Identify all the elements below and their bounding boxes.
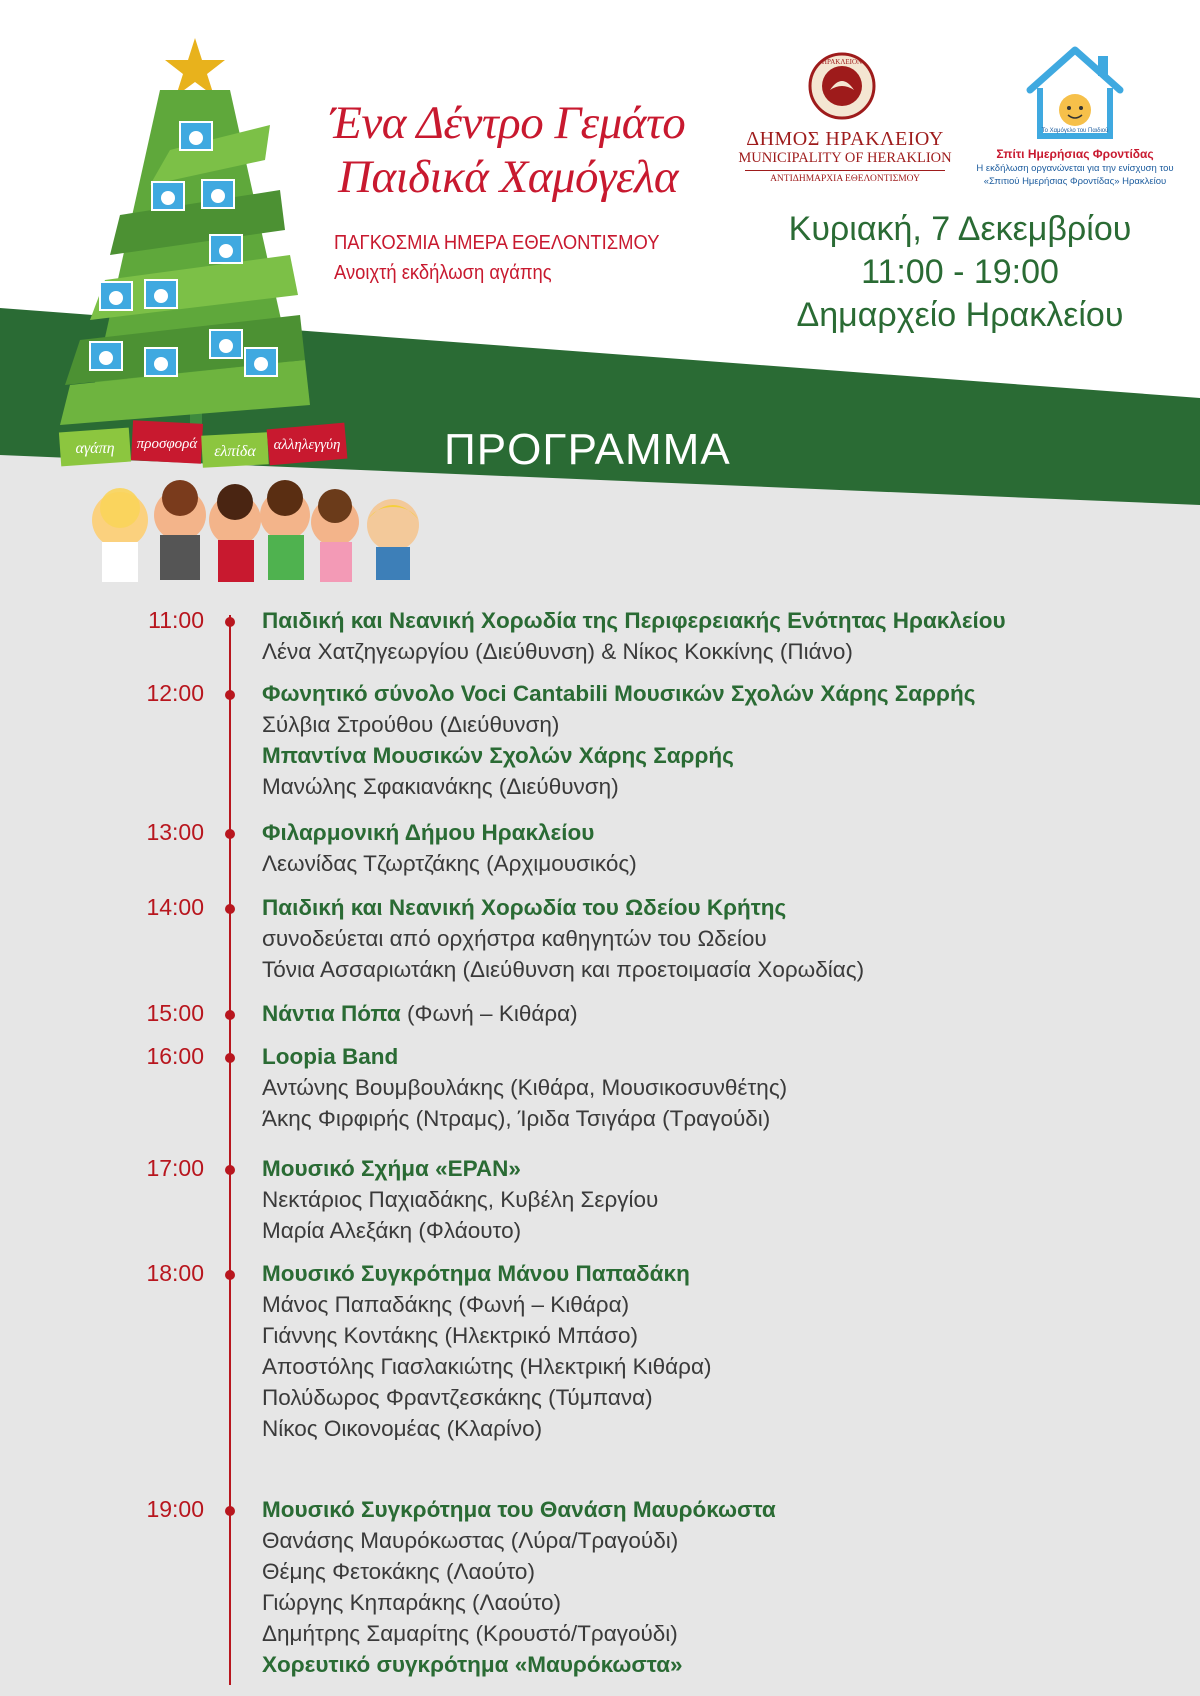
performer-detail [262, 1103, 787, 1134]
line-text: Λεωνίδας Τζωρτζάκης (Αρχιμουσικός) [262, 851, 637, 876]
timeline-dot [225, 690, 235, 700]
slot-time: 18:00 [146, 1260, 204, 1286]
event-subtitle: ΠΑΓΚΟΣΜΙΑ ΗΜΕΡΑ ΕΘΕΛΟΝΤΙΣΜΟΥ [334, 232, 660, 254]
line-text: Αντώνης Βουμβουλάκης (Κιθάρα, Μουσικοσυνθέτης) [262, 1075, 788, 1100]
performer-detail [262, 1072, 787, 1103]
timeline-dot [225, 1010, 235, 1020]
house-logo-icon [1020, 44, 1130, 142]
line-text: Αποστόλης Γιασλακιώτης (Ηλεκτρική Κιθάρα) [262, 1354, 712, 1379]
line-text: Μουσικό Συγκρότημα Μάνου Παπαδάκη [262, 1261, 690, 1286]
line-text: Μουσικό Σχήμα «ΕΡΑΝ» [262, 1156, 521, 1181]
performer-name [262, 1649, 776, 1680]
signs-group [59, 420, 348, 468]
slot-time: 16:00 [146, 1043, 204, 1069]
line-text: Φωνητικό σύνολο Voci Cantabili Μουσικών Σχολών Χάρης Σαρρής [262, 681, 976, 706]
line-text: Λένα Χατζηγεωργίου (Διεύθυνση) & Νίκος Κοκκίνης (Πιάνο) [262, 639, 853, 664]
line-text: Πολύδωρος Φραντζεσκάκης (Τύμπανα) [262, 1385, 653, 1410]
municipality-name-gr: ΔΗΜΟΣ ΗΡΑΚΛΕΙΟΥ [746, 128, 944, 150]
performer-detail [262, 1320, 711, 1351]
divider [745, 170, 945, 171]
performer-detail [262, 1618, 776, 1649]
line-suffix: (Φωνή – Κιθάρα) [400, 1001, 578, 1026]
performer-detail [262, 1556, 776, 1587]
house-note-line2: «Σπιτιού Ημερήσιας Φροντίδας» Ηρακλείου [983, 176, 1167, 187]
performer-detail [262, 1215, 658, 1246]
line-text: Μπαντίνα Μουσικών Σχολών Χάρης Σαρρής [262, 743, 734, 768]
slot-time: 15:00 [146, 1000, 204, 1026]
performer-detail [262, 848, 637, 879]
line-text: Loopia Band [262, 1044, 399, 1069]
timeline-line [229, 615, 231, 1685]
timeline-dot [225, 1506, 235, 1516]
line-text: Χορευτικό συγκρότημα «Μαυρόκωστα» [262, 1652, 683, 1677]
line-text: Νεκτάριος Παχιαδάκης, Κυβέλη Σεργίου [262, 1187, 659, 1212]
performer-detail [262, 636, 1006, 667]
svg-text:ΗΡΑΚΛΕΙΟΝ: ΗΡΑΚΛΕΙΟΝ [821, 58, 863, 66]
event-date: Κυριακή, 7 Δεκεμβρίου [788, 210, 1132, 248]
svg-text:αγάπη: αγάπη [75, 440, 115, 457]
slot-lines [262, 1041, 787, 1134]
performer-detail [262, 1382, 711, 1413]
house-note-line1: Η εκδήλωση οργανώνεται για την ενίσχυση του [976, 163, 1174, 174]
line-text: Γιώργης Κηπαράκης (Λαούτο) [262, 1590, 561, 1615]
line-text: Μανώλης Σφακιανάκης (Διεύθυνση) [262, 774, 619, 799]
performer-name [262, 817, 637, 848]
performer-detail [262, 1413, 711, 1444]
performer-name [262, 1258, 711, 1289]
performer-detail [262, 1184, 658, 1215]
performer-detail [262, 709, 975, 740]
performer-name [262, 740, 975, 771]
line-text: Τόνια Ασσαριωτάκη (Διεύθυνση και προετοιμασία Χορωδίας) [262, 957, 865, 982]
performer-name [262, 1494, 776, 1525]
slot-lines [262, 1153, 658, 1246]
line-text: Άκης Φιρφιρής (Ντραμς), Ίριδα Τσιγάρα (Τραγούδι) [262, 1106, 771, 1131]
house-name: Σπίτι Ημερήσιας Φροντίδας [996, 147, 1154, 161]
municipality-name-en: MUNICIPALITY OF HERAKLION [738, 150, 952, 166]
slot-lines [262, 1494, 776, 1680]
slot-time: 11:00 [148, 607, 204, 633]
event-tagline: Ανοιχτή εκδήλωση αγάπης [334, 262, 552, 284]
timeline-dot [225, 829, 235, 839]
children-illustration [92, 480, 359, 582]
timeline-dot [225, 1165, 235, 1175]
line-text: συνοδεύεται από ορχήστρα καθηγητών του Ωδείου [262, 926, 767, 951]
performer-name [262, 892, 864, 923]
event-info [745, 208, 1175, 337]
slot-lines [262, 678, 975, 802]
performer-detail [262, 1289, 711, 1320]
svg-text:αλληλεγγύη: αλληλεγγύη [273, 437, 341, 453]
municipality-department: ΑΝΤΙΔΗΜΑΡΧΙΑ ΕΘΕΛΟΝΤΙΣΜΟΥ [770, 174, 920, 184]
star-icon [165, 38, 225, 96]
event-venue: Δημαρχείο Ηρακλείου [796, 296, 1124, 334]
municipality-seal-icon [808, 52, 876, 120]
event-hours: 11:00 - 19:00 [861, 253, 1059, 291]
performer-name [262, 1041, 787, 1072]
svg-text:προσφορά: προσφορά [136, 436, 198, 452]
line-text: Παιδική και Νεανική Χορωδία της Περιφερειακής Ενότητας Ηρακλείου [262, 608, 1006, 633]
line-text: Μουσικό Συγκρότημα του Θανάση Μαυρόκωστα [262, 1497, 776, 1522]
event-title-line2: Παιδικά Χαμόγελα [338, 151, 679, 203]
timeline-dot [225, 1270, 235, 1280]
slot-time: 19:00 [146, 1496, 204, 1522]
timeline-dot [225, 1053, 235, 1063]
slot-lines [262, 1258, 711, 1444]
performer-detail [262, 954, 864, 985]
child-illustration [360, 495, 430, 580]
slot-lines [262, 892, 864, 985]
slot-time: 17:00 [146, 1155, 204, 1181]
line-text: Παιδική και Νεανική Χορωδία του Ωδείου Κρήτης [262, 895, 787, 920]
performer-name [262, 605, 1006, 636]
line-text: Σύλβια Στρούθου (Διεύθυνση) [262, 712, 560, 737]
performer-detail [262, 923, 864, 954]
slot-lines [262, 605, 1006, 667]
timeline-dot [225, 617, 235, 627]
performer-name [262, 998, 578, 1029]
performer-detail [262, 1525, 776, 1556]
line-text: Δημήτρης Σαμαρίτης (Κρουστό/Τραγούδι) [262, 1621, 678, 1646]
line-text: Θέμης Φετοκάκης (Λαούτο) [262, 1559, 535, 1584]
slot-lines [262, 998, 578, 1029]
slot-time: 14:00 [146, 894, 204, 920]
performer-name [262, 678, 975, 709]
performer-detail [262, 1587, 776, 1618]
performer-detail [262, 1351, 711, 1382]
line-text: Γιάννης Κοντάκης (Ηλεκτρικό Μπάσο) [262, 1323, 639, 1348]
timeline-dot [225, 904, 235, 914]
line-text: Νάντια Πόπα [262, 1001, 401, 1026]
slot-lines [262, 817, 637, 879]
slot-time: 12:00 [146, 680, 204, 706]
svg-text:ελπίδα: ελπίδα [214, 443, 256, 460]
line-text: Θανάσης Μαυρόκωστας (Λύρα/Τραγούδι) [262, 1528, 679, 1553]
event-title-line1: Ένα Δέντρο Γεμάτο [330, 97, 686, 149]
slot-time: 13:00 [146, 819, 204, 845]
line-text: Νίκος Οικονομέας (Κλαρίνο) [262, 1416, 543, 1441]
line-text: Μάνος Παπαδάκης (Φωνή – Κιθάρα) [262, 1292, 630, 1317]
line-text: Φιλαρμονική Δήμου Ηρακλείου [262, 820, 595, 845]
performer-name [262, 1153, 658, 1184]
line-text: Μαρία Αλεξάκη (Φλάουτο) [262, 1218, 522, 1243]
performer-detail [262, 771, 975, 802]
program-heading: ΠΡΟΓΡΑΜΜΑ [444, 425, 731, 474]
svg-text:Το Χαμόγελο του Παιδιού: Το Χαμόγελο του Παιδιού [1041, 128, 1109, 134]
